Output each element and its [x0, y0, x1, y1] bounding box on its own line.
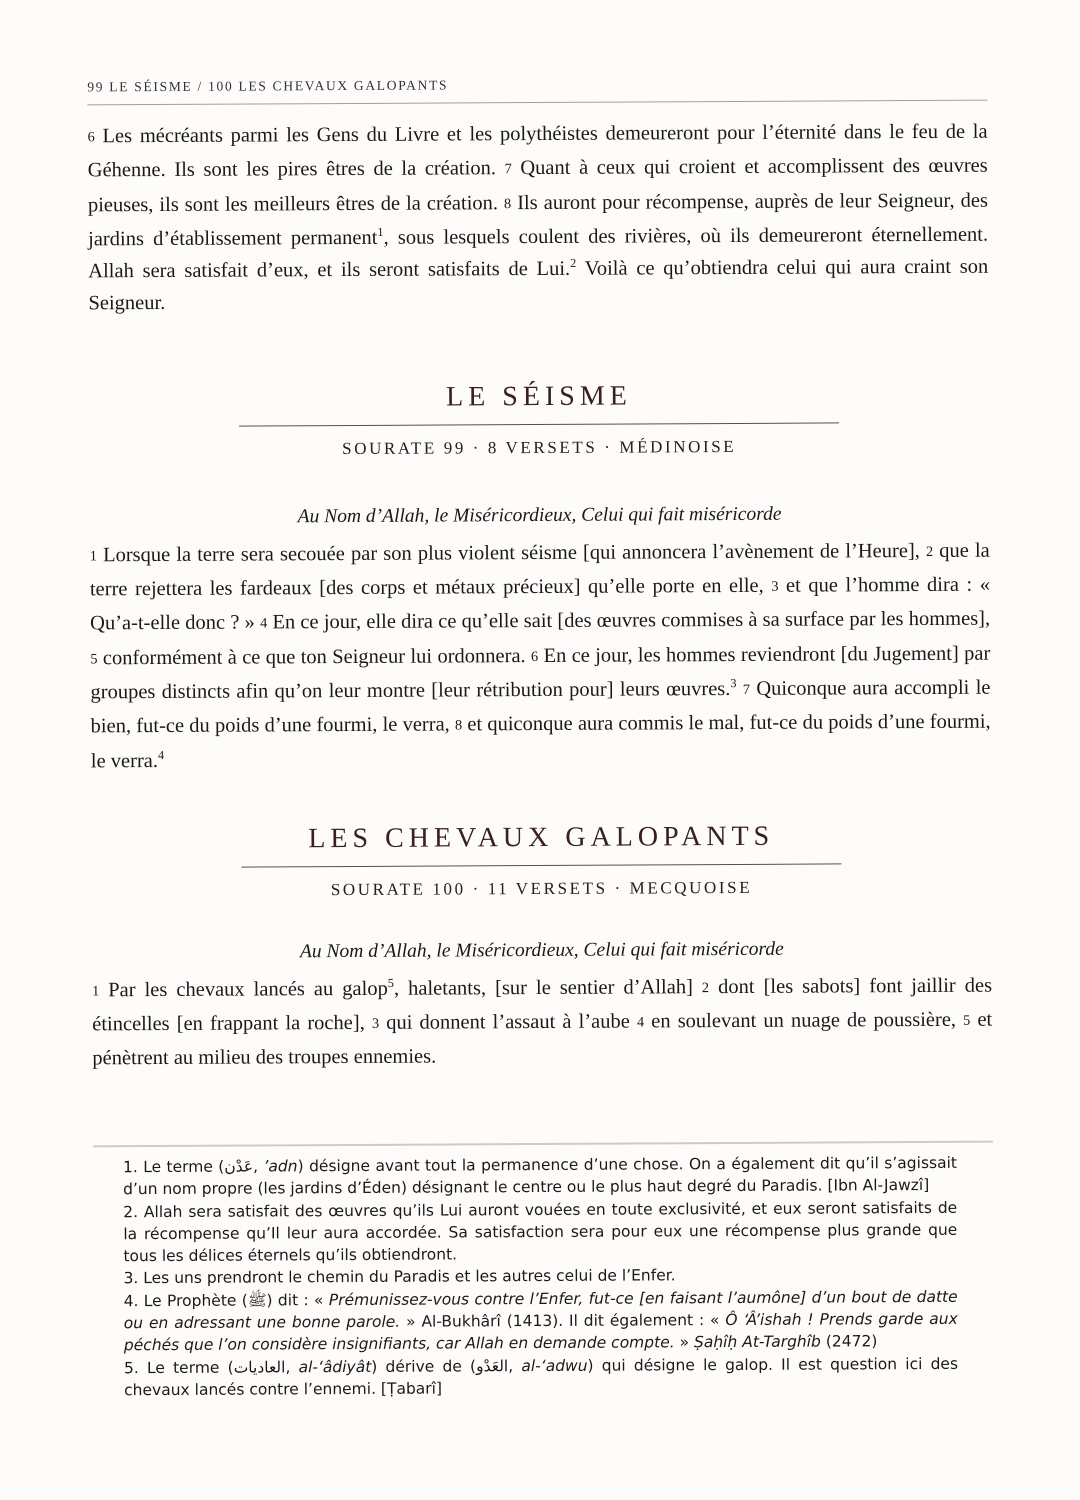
page-header — [87, 74, 987, 106]
footnote-4 — [94, 1285, 994, 1357]
surah-99-subtitle: SOURATE 99 · 8 VERSETS · MÉDINOISE — [342, 436, 737, 458]
verse-number: 7 — [504, 161, 512, 178]
surah-99-title-rule — [239, 422, 839, 426]
text-run: 3. Les uns prendront le chemin du Paradis et les autres celui de l’Enfer. — [123, 1266, 676, 1288]
footnote-ref: 3 — [730, 676, 737, 691]
header-rule — [87, 100, 987, 106]
verse-number: 6 — [530, 648, 539, 665]
italic-run: Prémunissez-vous contre l’Enfer, fut-ce [en faisant l’aumône] d’un bout de datte ou en adressant une bonne parole. — [123, 1287, 958, 1333]
text-run: Les mécréants parmi les Gens du Livre et les polythéistes demeureront pour l’éternité dans le feu de la Géhenne. Ils sont les pires êtres de la création. — [87, 120, 988, 182]
footnote-ref: 2 — [570, 256, 577, 271]
verse-number: 5 — [90, 650, 98, 668]
text-run: » Al-Bukhârî (1413). Il dit également : « — [400, 1311, 726, 1331]
text-run: en soulevant un nuage de poussière, — [644, 1008, 964, 1033]
section-surah-100 — [91, 821, 992, 1076]
text-run: , — [285, 1357, 299, 1377]
arabic-term: عَدْن — [224, 1157, 254, 1176]
text-run: (2472) — [820, 1332, 878, 1351]
surah-99-heading — [89, 379, 989, 460]
verse-number: 5 — [963, 1012, 971, 1029]
verse-number: 2 — [925, 543, 934, 560]
footnotes-block — [93, 1141, 994, 1402]
italic-run: Ô ‘Â’ishah ! Prends garde aux péchés que l’on considère insignifiants, car Allah en demande compte. — [123, 1309, 958, 1355]
text-run: Voilà ce qu’obtiendra celui qui aura craint son Seigneur. — [88, 255, 989, 315]
footnote-5 — [94, 1352, 994, 1401]
surah-100-subtitle: SOURATE 100 · 11 VERSETS · MECQUOISE — [330, 877, 753, 899]
text-run: , sous lesquels coulent des rivières, où ils demeureront éternellement. Allah sera satisfait d’eux, et ils seront satisfaits de Lui. — [88, 223, 989, 283]
verse-number: 6 — [87, 129, 95, 146]
arabic-term: العَدْو — [476, 1356, 509, 1376]
intro-verses-paragraph — [87, 116, 988, 320]
text-run: Quant à ceux qui croient et accomplissent des œuvres pieuses, ils sont les meilleurs êtres de la création. — [87, 154, 988, 216]
text-run: que la terre rejettera les fardeaux [des corps et métaux précieux] qu’elle porte en elle, — [89, 539, 990, 601]
italic-run: al-‘adwu — [521, 1356, 588, 1375]
verse-number: 8 — [503, 195, 512, 212]
text-run: 5. Le terme ( — [123, 1358, 234, 1377]
footnote-1 — [93, 1152, 993, 1201]
surah-100-basmala: Au Nom d’Allah, le Miséricordieux, Celui qui fait miséricorde — [299, 938, 784, 963]
footnote-ref: 4 — [157, 747, 165, 762]
text-run: dont [les sabots] font jaillir des étincelles [en frappant la roche], — [92, 974, 993, 1036]
arabic-term: العاديات — [233, 1358, 286, 1377]
footnote-ref: 5 — [387, 975, 394, 990]
arabic-term: ﷺ — [247, 1291, 267, 1310]
verse-number: 3 — [371, 1016, 380, 1033]
surah-100-title: LES CHEVAUX GALOPANTS — [308, 820, 775, 855]
text-run: ) dit : « — [266, 1290, 329, 1310]
section-surah-99 — [89, 379, 991, 777]
text-run: » — [674, 1333, 695, 1352]
italic-run: Ṣaḥîḥ At-Targhîb — [693, 1332, 821, 1352]
surah-100-verses-paragraph — [92, 969, 993, 1075]
text-run: et que l’homme dira : « Qu’a-t-elle donc ? » — [90, 573, 990, 635]
text-run: 2. Allah sera satisfait des œuvres qu’ils Lui auront vouées en toute exclusivité, et eux seront satisfaits de la récompense qu’Il leur aura accordée. Sa satisfaction sera pour eux une récompense plus grande que tous les délices éternels qu’ils obtiendront. — [123, 1198, 958, 1266]
italic-run: ’adn — [263, 1157, 298, 1176]
footnotes-separator — [93, 1141, 993, 1148]
text-run: 4. Le Prophète ( — [123, 1291, 248, 1310]
text-run: Par les chevaux lancés au galop — [99, 977, 388, 1002]
surah-99-basmala: Au Nom d’Allah, le Miséricordieux, Celui qui fait miséricorde — [297, 503, 782, 528]
text-run: , — [253, 1157, 264, 1176]
verse-number: 7 — [742, 681, 751, 698]
surah-100-title-rule — [241, 863, 841, 867]
verse-number: 8 — [454, 717, 463, 734]
text-run: , — [508, 1356, 522, 1375]
verse-number: 4 — [260, 615, 268, 632]
text-run: ) qui désigne le galop. Il est question ici des chevaux lancés contre l’ennemi. [Ṭabarî] — [124, 1354, 959, 1400]
text-run: Ils auront pour récompense, auprès de leur Seigneur, des jardins d’établissement permanent — [88, 189, 988, 251]
text-run: En ce jour, elle dira ce qu’elle sait [des œuvres commises à sa surface par les hommes], — [267, 608, 991, 634]
surah-99-verses-paragraph — [90, 534, 991, 777]
italic-run: al-‘âdiyât — [298, 1357, 372, 1376]
footnote-2 — [93, 1196, 993, 1268]
verse-number: 4 — [636, 1014, 645, 1031]
text-run: conformément à ce que ton Seigneur lui ordonnera. — [97, 644, 532, 669]
text-run: 1. Le terme ( — [122, 1157, 225, 1177]
running-header: 99 LE SÉISME / 100 LES CHEVAUX GALOPANTS — [87, 77, 449, 95]
text-run: ) dérive de ( — [371, 1357, 477, 1376]
text-run: Lorsque la terre sera secouée par son plus violent séisme [qui annoncera l’avènement de l’Heure], — [96, 539, 927, 567]
text-run: qui donnent l’assaut à l’aube — [379, 1010, 637, 1035]
text-run: et quiconque aura commis le mal, fut-ce du poids d’une fourmi, le verra. — [90, 710, 991, 772]
text-run: , haletants, [sur le sentier d’Allah] — [393, 976, 702, 1000]
text-run: Quiconque aura accompli le bien, fut-ce du poids d’une fourmi, le verra, — [90, 676, 991, 738]
surah-99-title: LE SÉISME — [445, 380, 632, 413]
verse-number: 2 — [701, 979, 710, 997]
footnote-ref: 1 — [377, 224, 384, 239]
verse-number: 3 — [771, 578, 779, 595]
verse-number: 1 — [89, 548, 97, 565]
text-run: En ce jour, les hommes reviendront [du Jugement] par groupes distincts afin qu’on leur montre [leur rétribution pour] leurs œuvres. — [90, 642, 991, 704]
surah-100-heading — [91, 821, 991, 902]
text-run: ) désigne avant tout la permanence d’une chose. On a également dit qu’il s’agissait d’un nom propre (les jardins d’Éden) désignant le centre ou le plus haut degré du Paradis. [Ibn Al-Jawzî] — [123, 1153, 957, 1199]
verse-number: 1 — [92, 983, 100, 1000]
text-run: et pénètrent au milieu des troupes ennemies. — [92, 1008, 993, 1070]
